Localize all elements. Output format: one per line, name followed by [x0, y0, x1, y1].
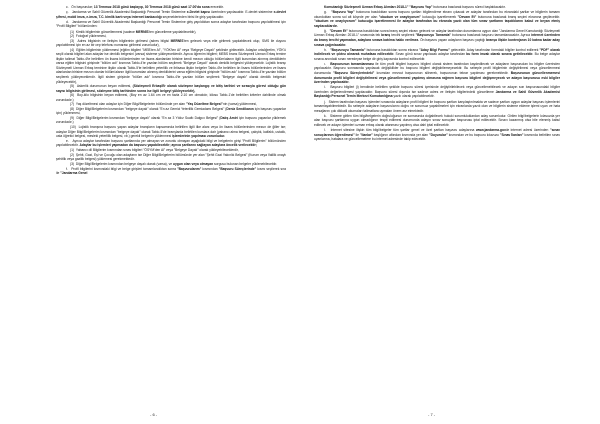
left-subitem-11: (9) Diğer Bilgi/Belgelerim kısmından "belgeye dayalı" olarak "En az 3 Yıldız Sualtı Dalgıcı Belgesi" (Dalış Amiri için başvuru yapanlar yüklemek zorundadır.): [56, 115, 286, 125]
left-paragraph-2: d. Jandarma ve Sahil Güvenlik Akademisi Başkanlığı Personel Temin Sistemine giriş yapıldıktan sonra adaylar tarafından başvuru yapılabilmesi için "Profil Bilgileri" bölümünden:: [56, 19, 286, 29]
page-number-right: - 7 -: [428, 412, 436, 417]
right-paragraph-2: ğ. "Devam Et" butonuna basıldıktan sonra branş seçimi ekranı gelecek ve adaylar tarafından durumlarına uygun olan "Jandarma Genel Komutanlığı Sözleşmeli Uzman Erbaş Alımları 2018-1" sınavında tek branş tercihi seçilerek "Başvuruyu Tamamla" butonuna basılarak başvuru tamamlanacaktır. Ayrıca internet üzerinden da branş tercihi yapmadan, adaylara sınava katılma hakkı verilmez. Ön başvuru yapan adayların başvuru yaptığı branşa ilişkin kontenjanın 10 katına kadar aday sınava çağırılacaktır.: [314, 28, 561, 47]
right-paragraph-8: l. İnternet sitesine ilişkin tüm bilgi/belgeler tüm şartlar genel ve özel şartları başvuru adaylarına www.jandarma.gov.tr internet adresi üzerinden "sınav sonuçlarının öğrenilmesi" ile "ilanlar" başlığının altından kısmında yer alan "Duyurular" kısmından ve bu başvuru kılavuzu "Sınav İlanları" kısmında belirtilen sınav uyarılarına, hatalara ve güncellemelere bu internet adresinde takip edecektir.: [314, 127, 560, 142]
left-subitem-15: (2) Şehit, Gazi, Eşi ve Çocuğu olan adayların ise Diğer Bilgi/Belgelerim bölümünde yer alan "Şehit Gazi Yakınlık Belgesi" (Kurum veya Valilik onaylı şehitlik veya gazilik belgesi) yüklemesi gerekmektedir.: [56, 152, 286, 162]
left-subitem-6: (4) Eğitim bilgilerinin yüklenmesi (eğitim bilgileri "MEB'ten Al", "YÖK'ten Al" veya "Belgeye Dayalı" şeklinde girilecektir. Adaylar ortaöğretim, YÖK'ü seçili olarak bilgileri alan adaylar ise denklik belgesini (varsa) sisteme yükleyeceklerdir. Ayrıca öğrenim bilgileri; MEBS brans Sözleşmeli Uzman Erbaş temine ilişkin talimat Tablo-4'te belirtilen ön lisans bölümlerinden ve lisans alanlardan birisine kendi mezun olduğu bölüm/alanın ilgili kurumdan alınmış denkliklerin varsa eğitim bilgisini girişinde "bölüm adı" kısmına Tablo-4'te yazılan bölüm seçilerek "Belgeye Dayalı" olarak denklik belgesini yükleyecektir. Lojistik branşı Sözleşmeli Uzman Erbaş teminine ilişkin olarak Tablo-5'te belirtilen yeterlilik ve ihtisasa ilişkin belgeler Tablo-4'te belirtilen ön lisans bölümlerinden ve lisans alanlardan birisine mezun olanlar bölüm/alanın ilgili kurumdan alınmış denkliklerini varsa eğitim bilgisini girişinde "bölüm adı" kısmına Tablo-4'te yazılan bölüm seçilerek yükleyeceklerdir. İlgili sistem girişinde "bölüm adı" kısmına Tablo-4'te yazılan bölüm seçilerek "Belgeye dayalı" olarak denklik belgesini yükleyecektir),: [56, 47, 286, 84]
left-subitem-10: (8) Diğer Bilgi/Belgelerim kısmından "belgeye dayalı" olarak "En az Gemici Yeterlilik Gemiadamı Belgesi" (Deniz Sendikanın için başvuru yapanlar için) yüklenmesi,: [56, 106, 286, 116]
right-paragraph-1: g. "Başvuru Yap" butonuna basıldıktan sonra başvuru şartları bilgilendirme ekranı çıkacak ve adaylar tarafından bu ekrandaki şartlar ve bilgilerin tamamı okunduktan sonra sol alt köşede yer alan "okudum ve onaylıyorum" kutucuğu işaretlenerek "Devam Et" butonuna basılarak branş seçimi ekranına geçilecektir. "okudum ve onaylıyorum" kutucuğu işaretlenmesi ile adaylar tarafından bu ekranda yazılı olan tüm sınav şartlarını taşıdıklarını kabul ve beyan etmiş sayılacaklardır.: [314, 10, 560, 28]
left-paragraph-0: c. Ön başvurular; 13 Temmuz 2018 günü başlayıp, 30 Temmuz 2018 günü saat 17.00'da sona erecektir.: [66, 5, 224, 9]
right-paragraph-3: h. "Başvuruyu Tamamla" butonuna basıldıktan sonra ekrana "Aday Bilgi Formu" gelecektir. Aday tarafından formdaki bilgiler kontrol edilerek "PDF" olarak indirilecek ve çıktısı alınarak muhafaza edilecektir. Sınav günü sınav yapılacak adaylar tarafından bu form imzalı olarak sınava getirilecektir. Bu belge adaylar sınava anındaki sınav neredeyse belge dir giriş kapısında kontrol edilecektir.: [314, 47, 561, 61]
right-paragraph-4: ı. Başvurunun tamamlanması ile tüm profil bilgileri başvuru bilgileri olarak sistem tarafından kaydedilecek ve adayların başvurudan bu bilgiler üzerinden yapılacaktır. Başvuru sonrasında yapılacak değişiklikler bu başvuru bilgileri değiştirilemeyecektir. Bu sebeple profil bilgilerinin değiştirilmesi veya güncellenmesi durumunda "Başvuru Süreçlerindeki" kısımdan mevcut başvurunun silinerek, başvurunun tekrar yapılması gerekmektedir. Başvurunun güncellenmemesi durumunda profil bilgileri değiştirilmesi veya güncellenmesi yapılmış olmasına rağmen başvuru bilgileri değişmeyecek ve adayın başvurusu eski bilgiler üzerinden yapılacaktır.: [314, 61, 560, 85]
left-subitem-12: (10) Lojistik branşına başvuru yapan adaylar branşların kapsamında belirtilen ilgili ilke alanı veya ön lisans bölümlerinden mezun de ğiller ise; adaylar Diğer Bilgi/Belgelerim kısmından "belgeye dayalı" olarak Tablo-5'de branşlarda belirtilen kurslara dair (yabancı alma belgesi, çalıştık, kalfalık, ustalık, usta öğretici belgesi, mesleki yeterlilik belgesi, vb.) gerekli belgenin yüklenmesi işlemlerinin yapılması zorunludur.: [56, 125, 286, 139]
right-paragraph-6: j. Sistem tarafından başvuru işlemleri sırasında adayların profil bilgileri ile başvuru şartları karşılaştırılmakta ve sadece şartları uygun adaylar başvuru işlemlerini tamamlayabilmektedir. Bu sebeple adayların başvurularını doğru ve sorunsuz yapabilmeleri için ekranlarda yazılı olan ve bilgilerin sisteme ekleme işlemi uyarı ve hata mesajlarını çok dikkatli okumaları talimatlara uymaları önem arz etmektedir.: [314, 99, 560, 113]
right-page-body: [314, 5, 560, 142]
left-subitem-4: (2) Fotoğraf yüklenmesi,: [70, 34, 107, 39]
right-page: [300, 0, 600, 424]
left-paragraph-17: f. Profil bilgilerini kısmındaki bilgi ve belge girişleri tamamlandıktan sonra "Başvurularım" kısmından "Başvuru Süreçlerinde" kısmı seçilerek sıra ile "Jandarma Genel: [56, 166, 286, 176]
left-subitem-5: (3) Adres bilgisinin ve iletişim bilgilerinin girilmesi (adres bilgisi MERNİS'ten gelecek veya elle girilerek yapılabilecek olup, SMS ile duyuru yapılabilmesi için en az bir cep telefonu numarası girilmesi zorunludur),: [56, 38, 286, 48]
left-subitem-3: (1) Kimlik bilgilerinin güncellenmesi (sadece MERNİS'ten güncelleme yapılabilecektir),: [70, 29, 197, 34]
left-subitem-7: (5) Askerlik durumunun beyan edilmesi, (Sözleşmeli Erbaş/Er olarak sözleşme başlangıç ve bitiş tarihini ve sırasıyla görevi olduğu gün sayısı bilgisinin girilmesi, sözleşme bitiş tarihinden sonra ise ilgili belgeyi yükleyecektir),: [56, 84, 286, 93]
left-subitem-9: (7) Yaş düzeltmesi olan adaylar için Diğer Bilgi/Belgelerim bölümünde yer alan "Yaş Düzeltme Belgesi"nin (varsa) yüklenmesi,: [70, 102, 257, 107]
left-paragraph-13: e. Ayrıca adaylar tarafından başvuru şartlarında yer almayan ve zorunlu olmayan aşağıdaki bilgi ve belgelerin girişi "Profil Bilgilerim" bölümünden yapılabilecektir. Adaylar bu işlemleri yapmadan da başvuru yapabilecektir; ayrıca şartlarını sağlayan adaylara öncelik verilecektir;: [56, 138, 286, 148]
left-paragraph-1: ç. Jandarma ve Sahil Güvenlik Akademisi Başkanlığı Personel Temin Sistemine e-Devlet kapısı üzerinden yapılacaktır. E-devlet sistemine e-devlet şifresi, mobil imza, e-imza, T.C. kimlik kartı veya internet bankacılığı seçeneklerinden birisi ile giriş yapılacaktır.: [56, 10, 287, 19]
left-subitem-16: (3) Diğer Bilgi/Belgelerim kısmından belgeye dayalı olarak (varsa), ve uygun olan veya olmayan sorgusu bulunan belgeler yüklenebilecektir.: [70, 161, 278, 166]
left-page-body: [56, 5, 286, 176]
right-paragraph-5: i. Başvuru bilgileri (i) bendinde belirtilen şekilde başvuru süresi içerisinde değiştirilebilecek veya güncellenebilecek ve adayın son başvurusundaki bilgiler üzerinden değerlendirmesi yapılacaktır. Başvuru süresi dışında ise sadece adres ve iletişim bilgilerindeki güncelleme Jandarma ve Sahil Güvenlik Akademisi Başkanlığı Personel Temin Merkezi Komutanlığına yazılı olarak yapılabilecektir.: [314, 85, 560, 99]
right-paragraph-7: k. Sisteme girilen tüm bilgi/belgelerin doğruluğunun ve sonrasında doğabilecek hukuki sorumluluklardan aday sorumludur. Girilen bilgi/belgelerin kılavuzda yer alan başvuru şartlarına uygun olmadığının tespit edilmesi durumunda adayın sınav sonuçları başvurusu iptal edilecektir. Sınavı kazanmış olsa bile elenmiş kabul edilecek ve adayın işlemleri uzman erbaş olarak atanması yapılmış olsa dahi iptal edilecektir.: [314, 113, 560, 127]
left-subitem-14: (1) Yabancı dil Bilgilerim kısmından sınav bilgileri "ÖSYM'den Al" veya "Belgeye Dayalı" olarak yükleyebileceklerdir,: [70, 148, 239, 153]
page-number-left: - 6 -: [150, 412, 158, 417]
right-paragraph-0: Komutanlığı Sözleşmeli Uzman Erbaş Alımları 2018-1" "Başvuru Yap" butonuna basılarak başvuru süreci başlatılacaktır.: [324, 5, 506, 9]
left-subitem-8: (6) Boy-kilo bilgisinin beyan edilmesi, (Boy en az 1.64 cm ve en fazla 2.10 cm olmalıdır, kilosu Tablo-1'de belirtilen kriterler dahilinde olmak zorundadır.): [56, 93, 286, 102]
